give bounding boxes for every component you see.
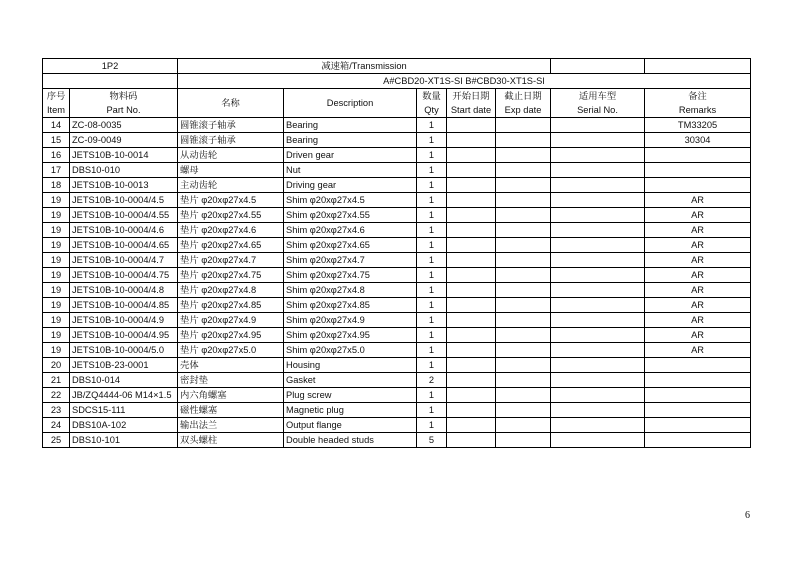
start-date-cell — [447, 133, 496, 148]
serial-no-cell — [551, 208, 645, 223]
remarks-cell: AR — [645, 193, 751, 208]
name-cn-cell: 内六角螺塞 — [178, 388, 284, 403]
start-date-cell — [447, 343, 496, 358]
remarks-cell: AR — [645, 283, 751, 298]
start-date-cell — [447, 163, 496, 178]
remarks-cell: AR — [645, 238, 751, 253]
applicable-models: A#CBD20-XT1S-SI B#CBD30-XT1S-SI — [178, 74, 751, 89]
start-date-cell — [447, 148, 496, 163]
start-date-cell — [447, 283, 496, 298]
item-cell: 15 — [43, 133, 70, 148]
exp-date-cell — [496, 253, 551, 268]
start-date-cell — [447, 193, 496, 208]
description-cell: Shim φ20xφ27x4.75 — [284, 268, 417, 283]
table-row — [43, 268, 751, 283]
part-number-cell: SDCS15-111 — [70, 403, 178, 418]
item-cell: 19 — [43, 268, 70, 283]
item-cell: 19 — [43, 193, 70, 208]
serial-no-cell — [551, 268, 645, 283]
remarks-cell: AR — [645, 253, 751, 268]
item-cell: 14 — [43, 118, 70, 133]
exp-date-cell — [496, 223, 551, 238]
name-cn-cell: 从动齿轮 — [178, 148, 284, 163]
start-date-cell — [447, 358, 496, 373]
column-header-en: Qty — [424, 105, 439, 115]
start-date-cell — [447, 313, 496, 328]
item-cell: 24 — [43, 418, 70, 433]
part-number-cell: DBS10-101 — [70, 433, 178, 448]
parts-table-body — [43, 118, 751, 448]
qty-cell: 2 — [417, 373, 447, 388]
remarks-cell: TM33205 — [645, 118, 751, 133]
description-cell: Driving gear — [284, 178, 417, 193]
exp-date-cell — [496, 313, 551, 328]
qty-cell: 1 — [417, 163, 447, 178]
remarks-cell — [645, 418, 751, 433]
column-header-cn: Description — [326, 98, 374, 108]
column-header-cn: 适用车型 — [578, 91, 617, 101]
table-row — [43, 328, 751, 343]
serial-no-cell — [551, 328, 645, 343]
part-number-cell: JETS10B-10-0004/4.55 — [70, 208, 178, 223]
description-cell: Driven gear — [284, 148, 417, 163]
column-header-cn: 数量 — [422, 91, 441, 101]
name-cn-cell: 垫片 φ20xφ27x4.95 — [178, 328, 284, 343]
qty-cell: 1 — [417, 253, 447, 268]
column-header — [284, 89, 417, 118]
column-header-row — [43, 89, 751, 118]
column-header-cn: 开始日期 — [452, 91, 490, 101]
remarks-cell — [645, 388, 751, 403]
start-date-cell — [447, 388, 496, 403]
exp-date-cell — [496, 208, 551, 223]
remarks-cell — [645, 373, 751, 388]
name-cn-cell: 磁性螺塞 — [178, 403, 284, 418]
column-header — [496, 89, 551, 118]
exp-date-cell — [496, 148, 551, 163]
column-header-en: Serial No. — [577, 105, 618, 115]
part-number-cell: JETS10B-10-0013 — [70, 178, 178, 193]
start-date-cell — [447, 238, 496, 253]
name-cn-cell: 垫片 φ20xφ27x4.55 — [178, 208, 284, 223]
start-date-cell — [447, 373, 496, 388]
serial-no-cell — [551, 118, 645, 133]
item-cell: 19 — [43, 283, 70, 298]
description-cell: Shim φ20xφ27x4.8 — [284, 283, 417, 298]
serial-no-cell — [551, 343, 645, 358]
serial-no-cell — [551, 403, 645, 418]
remarks-cell: AR — [645, 313, 751, 328]
name-cn-cell: 螺母 — [178, 163, 284, 178]
name-cn-cell: 垫片 φ20xφ27x4.75 — [178, 268, 284, 283]
part-number-cell: JETS10B-10-0004/4.95 — [70, 328, 178, 343]
table-row — [43, 418, 751, 433]
name-cn-cell: 输出法兰 — [178, 418, 284, 433]
qty-cell: 1 — [417, 133, 447, 148]
table-row — [43, 283, 751, 298]
start-date-cell — [447, 298, 496, 313]
exp-date-cell — [496, 268, 551, 283]
description-cell: Shim φ20xφ27x4.95 — [284, 328, 417, 343]
exp-date-cell — [496, 118, 551, 133]
column-header-en: Part No. — [106, 105, 141, 115]
serial-no-cell — [551, 238, 645, 253]
item-cell: 19 — [43, 208, 70, 223]
table-row — [43, 133, 751, 148]
item-cell: 18 — [43, 178, 70, 193]
serial-no-cell — [551, 223, 645, 238]
description-cell: Double headed studs — [284, 433, 417, 448]
serial-no-cell — [551, 178, 645, 193]
item-cell: 19 — [43, 238, 70, 253]
column-header-en: Exp date — [504, 105, 542, 115]
table-row — [43, 193, 751, 208]
name-cn-cell: 壳体 — [178, 358, 284, 373]
column-header-en: Remarks — [678, 105, 717, 115]
serial-no-cell — [551, 148, 645, 163]
column-header — [645, 89, 751, 118]
part-number-cell: JETS10B-10-0014 — [70, 148, 178, 163]
description-cell: Bearing — [284, 133, 417, 148]
qty-cell: 1 — [417, 208, 447, 223]
exp-date-cell — [496, 343, 551, 358]
exp-date-cell — [496, 163, 551, 178]
name-cn-cell: 密封垫 — [178, 373, 284, 388]
exp-date-cell — [496, 373, 551, 388]
description-cell: Shim φ20xφ27x4.55 — [284, 208, 417, 223]
serial-no-cell — [551, 253, 645, 268]
item-cell: 20 — [43, 358, 70, 373]
exp-date-cell — [496, 133, 551, 148]
remarks-cell: AR — [645, 208, 751, 223]
serial-no-cell — [551, 433, 645, 448]
qty-cell: 1 — [417, 268, 447, 283]
qty-cell: 5 — [417, 433, 447, 448]
table-row — [43, 163, 751, 178]
part-number-cell: ZC-08-0035 — [70, 118, 178, 133]
part-number-cell: JETS10B-23-0001 — [70, 358, 178, 373]
name-cn-cell: 垫片 φ20xφ27x4.8 — [178, 283, 284, 298]
serial-no-cell — [551, 193, 645, 208]
description-cell: Shim φ20xφ27x4.7 — [284, 253, 417, 268]
start-date-cell — [447, 403, 496, 418]
name-cn-cell: 双头螺柱 — [178, 433, 284, 448]
item-cell: 19 — [43, 313, 70, 328]
exp-date-cell — [496, 358, 551, 373]
table-row — [43, 253, 751, 268]
name-cn-cell: 垫片 φ20xφ27x4.85 — [178, 298, 284, 313]
table-row — [43, 223, 751, 238]
serial-no-cell — [551, 358, 645, 373]
part-number-cell: JETS10B-10-0004/4.75 — [70, 268, 178, 283]
exp-date-cell — [496, 283, 551, 298]
table-row — [43, 358, 751, 373]
blank-cell — [43, 74, 178, 89]
description-cell: Magnetic plug — [284, 403, 417, 418]
serial-no-cell — [551, 373, 645, 388]
item-cell: 17 — [43, 163, 70, 178]
start-date-cell — [447, 418, 496, 433]
qty-cell: 1 — [417, 238, 447, 253]
exp-date-cell — [496, 418, 551, 433]
start-date-cell — [447, 328, 496, 343]
exp-date-cell — [496, 193, 551, 208]
description-cell: Gasket — [284, 373, 417, 388]
item-cell: 19 — [43, 253, 70, 268]
column-header — [70, 89, 178, 118]
item-cell: 22 — [43, 388, 70, 403]
parts-table — [42, 58, 751, 448]
table-row — [43, 148, 751, 163]
name-cn-cell: 垫片 φ20xφ27x4.65 — [178, 238, 284, 253]
section-code: 1P2 — [43, 59, 178, 74]
table-row — [43, 433, 751, 448]
remarks-cell — [645, 403, 751, 418]
name-cn-cell: 垫片 φ20xφ27x5.0 — [178, 343, 284, 358]
exp-date-cell — [496, 388, 551, 403]
remarks-cell — [645, 178, 751, 193]
column-header-cn: 备注 — [688, 91, 707, 101]
description-cell: Shim φ20xφ27x4.5 — [284, 193, 417, 208]
part-number-cell: DBS10A-102 — [70, 418, 178, 433]
remarks-cell — [645, 433, 751, 448]
table-row — [43, 388, 751, 403]
item-cell: 19 — [43, 298, 70, 313]
serial-no-cell — [551, 163, 645, 178]
description-cell: Nut — [284, 163, 417, 178]
qty-cell: 1 — [417, 403, 447, 418]
remarks-cell — [645, 358, 751, 373]
start-date-cell — [447, 208, 496, 223]
serial-no-cell — [551, 418, 645, 433]
item-cell: 19 — [43, 223, 70, 238]
part-number-cell: JETS10B-10-0004/4.5 — [70, 193, 178, 208]
blank-cell — [645, 59, 751, 74]
serial-no-cell — [551, 313, 645, 328]
item-cell: 19 — [43, 328, 70, 343]
serial-no-cell — [551, 133, 645, 148]
name-cn-cell: 垫片 φ20xφ27x4.9 — [178, 313, 284, 328]
qty-cell: 1 — [417, 178, 447, 193]
part-number-cell: DBS10-014 — [70, 373, 178, 388]
header-row-title — [43, 59, 751, 74]
table-row — [43, 178, 751, 193]
part-number-cell: JETS10B-10-0004/4.85 — [70, 298, 178, 313]
qty-cell: 1 — [417, 193, 447, 208]
column-header-cn: 物料码 — [109, 91, 138, 101]
page-number: 6 — [745, 510, 750, 521]
serial-no-cell — [551, 283, 645, 298]
qty-cell: 1 — [417, 328, 447, 343]
column-header — [417, 89, 447, 118]
exp-date-cell — [496, 403, 551, 418]
remarks-cell: AR — [645, 328, 751, 343]
part-number-cell: JETS10B-10-0004/4.7 — [70, 253, 178, 268]
item-cell: 25 — [43, 433, 70, 448]
item-cell: 19 — [43, 343, 70, 358]
qty-cell: 1 — [417, 358, 447, 373]
item-cell: 23 — [43, 403, 70, 418]
blank-cell — [551, 59, 645, 74]
qty-cell: 1 — [417, 313, 447, 328]
table-row — [43, 238, 751, 253]
description-cell: Shim φ20xφ27x4.6 — [284, 223, 417, 238]
start-date-cell — [447, 223, 496, 238]
column-header-en: Item — [46, 105, 66, 115]
part-number-cell: JETS10B-10-0004/5.0 — [70, 343, 178, 358]
start-date-cell — [447, 118, 496, 133]
remarks-cell: AR — [645, 343, 751, 358]
column-header-cn: 序号 — [46, 91, 66, 101]
description-cell: Shim φ20xφ27x4.9 — [284, 313, 417, 328]
name-cn-cell: 垫片 φ20xφ27x4.5 — [178, 193, 284, 208]
column-header — [551, 89, 645, 118]
description-cell: Shim φ20xφ27x4.85 — [284, 298, 417, 313]
remarks-cell: AR — [645, 223, 751, 238]
qty-cell: 1 — [417, 223, 447, 238]
item-cell: 16 — [43, 148, 70, 163]
part-number-cell: JETS10B-10-0004/4.6 — [70, 223, 178, 238]
description-cell: Shim φ20xφ27x4.65 — [284, 238, 417, 253]
description-cell: Bearing — [284, 118, 417, 133]
header-row-models — [43, 74, 751, 89]
column-header-en: Start date — [450, 105, 492, 115]
table-row — [43, 208, 751, 223]
column-header — [178, 89, 284, 118]
exp-date-cell — [496, 328, 551, 343]
column-header-cn: 截止日期 — [504, 91, 542, 101]
description-cell: Housing — [284, 358, 417, 373]
table-row — [43, 373, 751, 388]
exp-date-cell — [496, 433, 551, 448]
start-date-cell — [447, 253, 496, 268]
exp-date-cell — [496, 178, 551, 193]
qty-cell: 1 — [417, 283, 447, 298]
serial-no-cell — [551, 388, 645, 403]
section-title: 减速箱/Transmission — [178, 59, 551, 74]
part-number-cell: DBS10-010 — [70, 163, 178, 178]
table-row — [43, 313, 751, 328]
start-date-cell — [447, 433, 496, 448]
description-cell: Plug screw — [284, 388, 417, 403]
part-number-cell: JETS10B-10-0004/4.9 — [70, 313, 178, 328]
table-row — [43, 298, 751, 313]
name-cn-cell: 主动齿轮 — [178, 178, 284, 193]
remarks-cell — [645, 148, 751, 163]
table-row — [43, 403, 751, 418]
description-cell: Output flange — [284, 418, 417, 433]
column-header — [447, 89, 496, 118]
name-cn-cell: 圆锥滚子轴承 — [178, 133, 284, 148]
name-cn-cell: 垫片 φ20xφ27x4.6 — [178, 223, 284, 238]
table-row — [43, 343, 751, 358]
remarks-cell: AR — [645, 298, 751, 313]
part-number-cell: JETS10B-10-0004/4.65 — [70, 238, 178, 253]
start-date-cell — [447, 178, 496, 193]
name-cn-cell: 垫片 φ20xφ27x4.7 — [178, 253, 284, 268]
qty-cell: 1 — [417, 298, 447, 313]
qty-cell: 1 — [417, 418, 447, 433]
description-cell: Shim φ20xφ27x5.0 — [284, 343, 417, 358]
remarks-cell: AR — [645, 268, 751, 283]
part-number-cell: ZC-09-0049 — [70, 133, 178, 148]
remarks-cell: 30304 — [645, 133, 751, 148]
item-cell: 21 — [43, 373, 70, 388]
qty-cell: 1 — [417, 343, 447, 358]
part-number-cell: JB/ZQ4444-06 M14×1.5 — [70, 388, 178, 403]
qty-cell: 1 — [417, 118, 447, 133]
name-cn-cell: 圆锥滚子轴承 — [178, 118, 284, 133]
exp-date-cell — [496, 298, 551, 313]
remarks-cell — [645, 163, 751, 178]
exp-date-cell — [496, 238, 551, 253]
column-header — [43, 89, 70, 118]
qty-cell: 1 — [417, 388, 447, 403]
start-date-cell — [447, 268, 496, 283]
table-row — [43, 118, 751, 133]
column-header-cn: 名称 — [221, 98, 240, 108]
qty-cell: 1 — [417, 148, 447, 163]
serial-no-cell — [551, 298, 645, 313]
part-number-cell: JETS10B-10-0004/4.8 — [70, 283, 178, 298]
